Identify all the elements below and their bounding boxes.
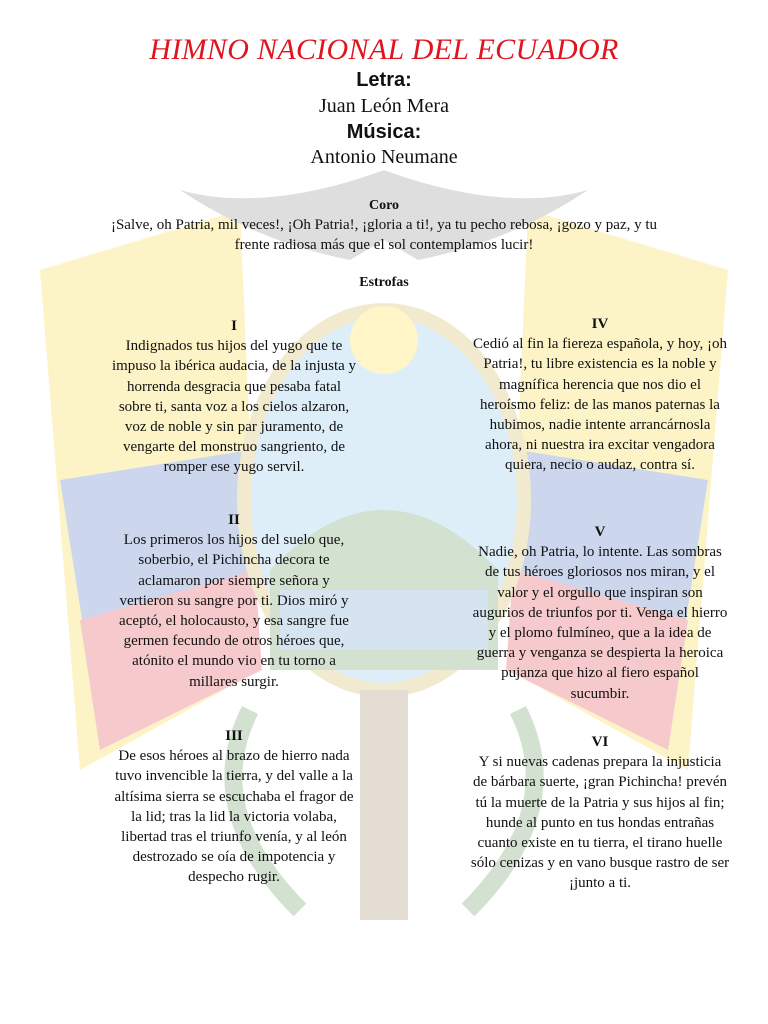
stanza-text: Y si nuevas cadenas prepara la injusticia de bárbara suerte, ¡gran Pichincha! prevén tú la muerte de la Patria y sus hijos al fin; hunde al punto en tus hondas entrañas cuanto existe en tu tierra, el tirano huelle sólo cenizas y en vano busque rastro de ser ¡junto a ti. (470, 754, 730, 892)
stanza-text: Los primeros los hijos del suelo que, soberbio, el Pichincha decora te aclamaron por siempre señora y vertieron su sangre por ti. Dios miró y aceptó, el holocausto, y esa sangre fue germen fecundo de otros héroes que, atónito el mundo vio en tu torno a millares surgir. (119, 532, 349, 690)
stanza-3 (110, 726, 358, 888)
stanza-2 (110, 510, 358, 692)
stanza-number: V (594, 524, 606, 540)
stanza-4 (470, 314, 730, 476)
lyrics-label: Letra: (356, 69, 412, 91)
coro-heading: Coro (368, 198, 400, 213)
music-label: Música: (346, 121, 422, 143)
stanza-text: Cedió al fin la fiereza española, y hoy, ¡oh Patria!, tu libre existencia es la noble y magnífica herencia que nos dio el heroísmo feliz: de las manos paternas la hubimos, nadie intente arrancárnosla ahora, ni nuestra ira excitar vengadora quiera, necio o audaz, contra sí. (473, 336, 727, 474)
stanza-5 (470, 522, 730, 704)
estrofas-heading: Estrofas (359, 275, 409, 290)
anthem-title: HIMNO NACIONAL DEL ECUADOR (149, 33, 619, 66)
coro-text: ¡Salve, oh Patria, mil veces!, ¡Oh Patria!, ¡gloria a ti!, ya tu pecho rebosa, ¡gozo y paz, y tu frente radiosa más que el sol contemplamos lucir! (110, 217, 658, 253)
stanza-number: II (228, 512, 240, 528)
lyrics-author: Juan León Mera (319, 95, 449, 117)
stanza-number: I (231, 318, 237, 334)
music-author: Antonio Neumane (310, 146, 458, 168)
stanza-number: III (225, 728, 243, 744)
stanza-text: Nadie, oh Patria, lo intente. Las sombras de tus héroes gloriosos nos miran, y el valor y el orgullo que inspiran son augurios de triunfos por ti. Venga el hierro y el plomo fulmíneo, que a la idea de guerra y venganza se despierta la heroica pujanza que hizo al fiero español sucumbir. (472, 544, 728, 702)
stanza-number: VI (591, 734, 609, 750)
stanza-text: Indignados tus hijos del yugo que te impuso la ibérica audacia, de la injusta y horrenda desgracia que pesaba fatal sobre ti, santa voz a los cielos alzaron, voz de noble y sin par juramento, de vengarte del monstruo sangriento, de romper ese yugo servil. (111, 338, 357, 476)
stanza-6 (470, 732, 730, 894)
stanza-number: IV (591, 316, 609, 332)
stanza-text: De esos héroes al brazo de hierro nada tuvo invencible la tierra, y del valle a la altísima sierra se escuchaba el fragor de la lid; tras la lid la victoria volaba, libertad tras el triunfo venía, y al león destrozado se oía de impotencia y despecho rugir. (114, 748, 354, 886)
stanza-1 (110, 316, 358, 478)
